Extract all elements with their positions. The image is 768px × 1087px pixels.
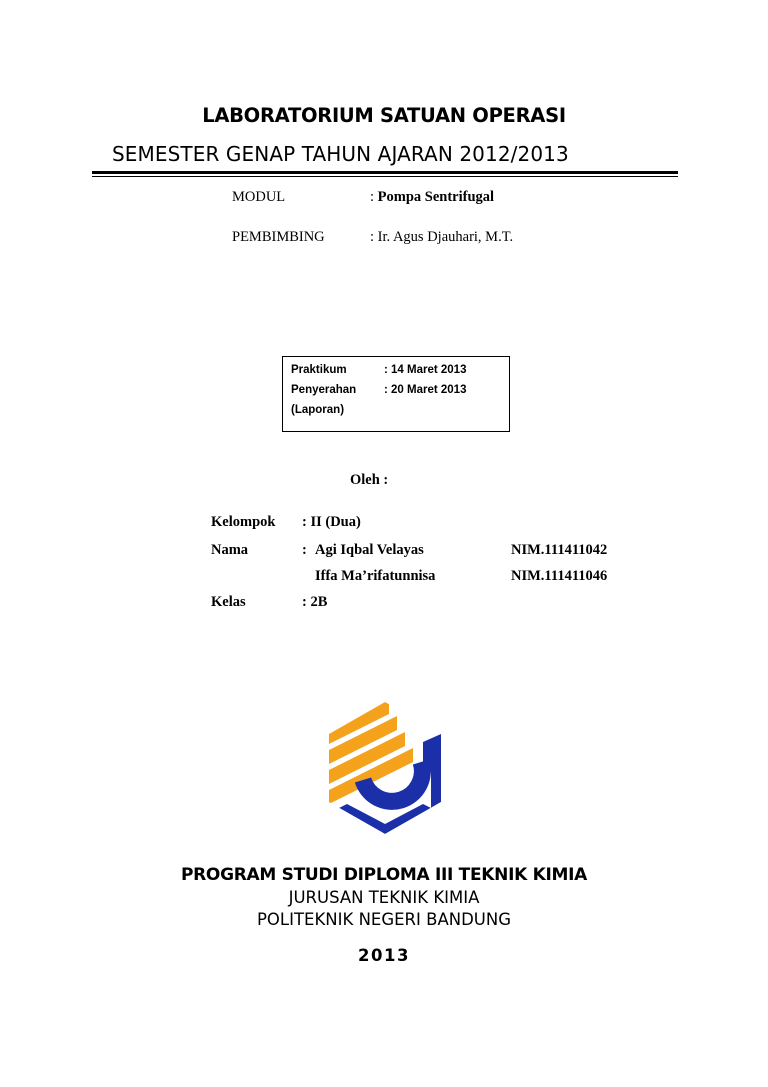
praktikum-label: Praktikum [291,364,347,376]
praktikum-value: : 14 Maret 2013 [384,364,467,376]
institution-name: POLITEKNIK NEGERI BANDUNG [256,910,511,929]
pembimbing-label: PEMBIMBING [232,229,325,245]
oleh-heading: Oleh : [350,472,389,488]
jurusan: JURUSAN TEKNIK KIMIA [288,888,480,907]
report-title: LABORATORIUM SATUAN OPERASI [202,104,566,127]
modul-separator: : [370,189,375,205]
nama-separator: : [302,542,307,558]
polban-logo-icon [327,700,443,836]
year: 2013 [358,946,410,965]
member1-nim: NIM.111411042 [511,542,608,558]
pembimbing-value: : Ir. Agus Djauhari, M.T. [370,229,514,245]
kelas-value: : 2B [302,594,328,610]
modul-value-line [370,189,494,206]
kelompok-label: Kelompok [211,514,276,530]
member2-nim: NIM.111411046 [511,568,608,584]
kelas-label: Kelas [211,594,246,610]
penyerahan-label: Penyerahan [291,384,357,396]
nama-label: Nama [211,542,249,558]
program-studi: PROGRAM STUDI DIPLOMA III TEKNIK KIMIA [180,865,588,885]
laporan-label: (Laporan) [291,404,345,416]
modul-value: Pompa Sentrifugal [377,189,495,205]
kelompok-value: : II (Dua) [302,514,361,530]
semester-subtitle: SEMESTER GENAP TAHUN AJARAN 2012/2013 [112,142,569,166]
title-divider-thick [92,171,678,174]
modul-label: MODUL [232,189,286,205]
title-divider-thin [92,176,678,177]
member1-name: Agi Iqbal Velayas [315,542,424,558]
member2-name: Iffa Ma’rifatunnisa [315,568,436,584]
penyerahan-value: : 20 Maret 2013 [384,384,467,396]
